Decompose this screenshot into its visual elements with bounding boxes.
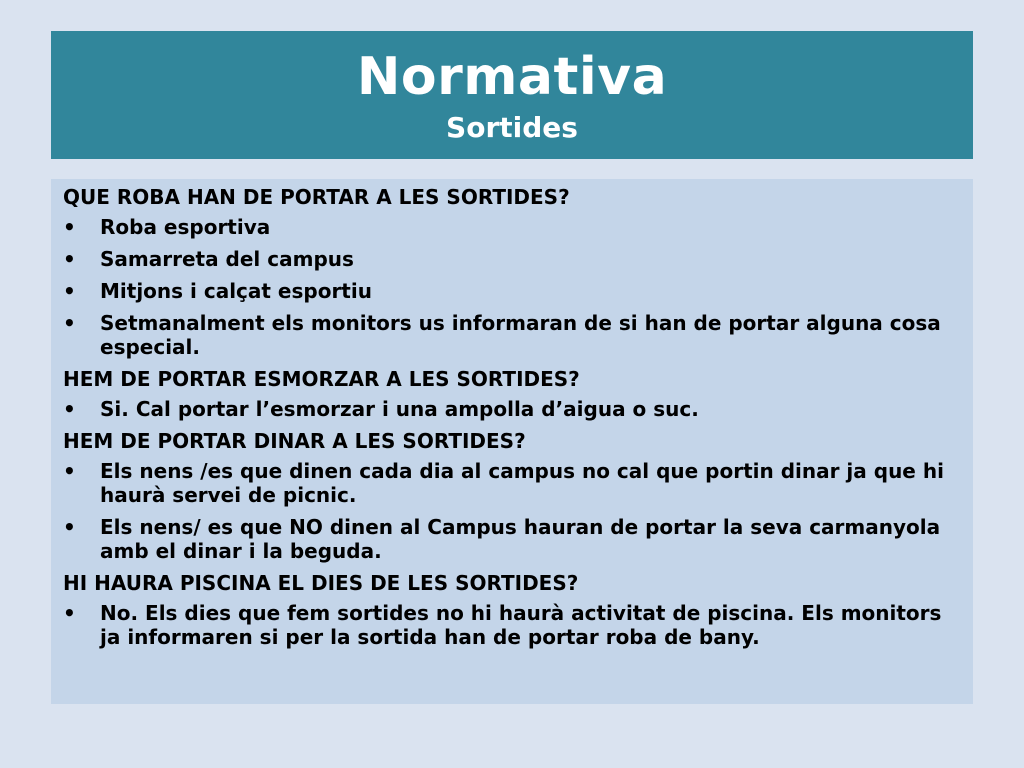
section-heading: HI HAURA PISCINA EL DIES DE LES SORTIDES? bbox=[63, 571, 579, 595]
list-item bbox=[63, 215, 957, 239]
list-item bbox=[63, 397, 957, 421]
bullet-icon: • bbox=[63, 601, 76, 625]
bullet-icon: • bbox=[63, 215, 76, 239]
bullet-icon: • bbox=[63, 459, 76, 483]
bullet-icon: • bbox=[63, 311, 76, 335]
bullet-list bbox=[63, 397, 957, 421]
list-item bbox=[63, 279, 957, 303]
section-heading: QUE ROBA HAN DE PORTAR A LES SORTIDES? bbox=[63, 185, 570, 209]
slide-subtitle: Sortides bbox=[446, 111, 578, 144]
list-item bbox=[63, 247, 957, 271]
bullet-icon: • bbox=[63, 515, 76, 539]
bullet-icon: • bbox=[63, 247, 76, 271]
list-item-text: Els nens /es que dinen cada dia al campus no cal que portin dinar ja que hi haurà servei de picnic. bbox=[100, 459, 944, 507]
section-lunch bbox=[63, 429, 957, 563]
list-item bbox=[63, 601, 957, 649]
slide-title: Normativa bbox=[356, 47, 668, 107]
list-item-text: Els nens/ es que NO dinen al Campus hauran de portar la seva carmanyola amb el dinar i la beguda. bbox=[100, 515, 941, 563]
list-item bbox=[63, 311, 957, 359]
list-item-text: Mitjons i calçat esportiu bbox=[100, 279, 372, 303]
list-item-text: Roba esportiva bbox=[100, 215, 271, 239]
section-pool bbox=[63, 571, 957, 649]
list-item-text: Setmanalment els monitors us informaran de si han de portar alguna cosa especial. bbox=[100, 311, 941, 359]
content-panel bbox=[51, 179, 973, 704]
bullet-list bbox=[63, 215, 957, 359]
section-heading: HEM DE PORTAR DINAR A LES SORTIDES? bbox=[63, 429, 526, 453]
list-item bbox=[63, 515, 957, 563]
list-item-text: Samarreta del campus bbox=[100, 247, 354, 271]
bullet-list bbox=[63, 459, 957, 563]
list-item-text: No. Els dies que fem sortides no hi haurà activitat de piscina. Els monitors ja informaren si per la sortida han de portar roba de bany. bbox=[100, 601, 942, 649]
title-banner bbox=[51, 31, 973, 159]
bullet-icon: • bbox=[63, 397, 76, 421]
section-breakfast bbox=[63, 367, 957, 421]
section-clothing bbox=[63, 185, 957, 359]
bullet-list bbox=[63, 601, 957, 649]
list-item bbox=[63, 459, 957, 507]
bullet-icon: • bbox=[63, 279, 76, 303]
list-item-text: Si. Cal portar l’esmorzar i una ampolla d’aigua o suc. bbox=[100, 397, 699, 421]
section-heading: HEM DE PORTAR ESMORZAR A LES SORTIDES? bbox=[63, 367, 580, 391]
